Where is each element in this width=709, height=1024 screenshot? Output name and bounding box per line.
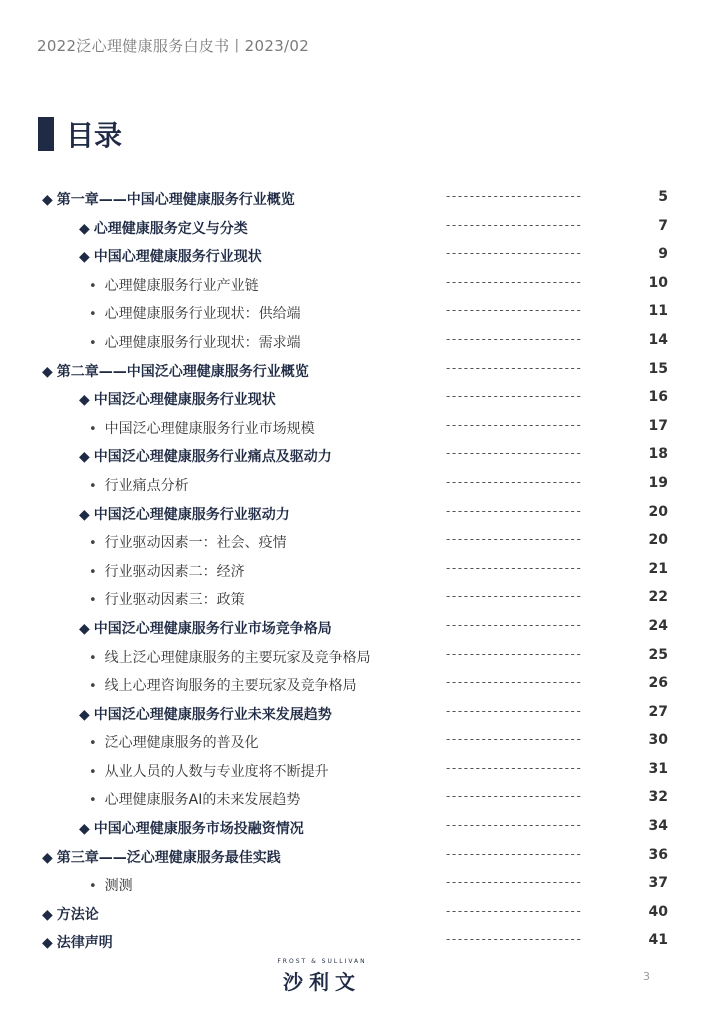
toc-entry-label — [79, 704, 332, 724]
toc-page-number: 36 — [648, 846, 668, 863]
diamond-bullet-icon: ◆ — [79, 506, 90, 523]
toc-entry[interactable] — [0, 586, 709, 615]
toc-page-number: 7 — [658, 217, 668, 234]
diamond-bullet-icon: ◆ — [42, 363, 53, 380]
toc-entry-label — [79, 246, 262, 266]
toc-entry-text: 线上泛心理健康服务的主要玩家及竞争格局 — [104, 649, 371, 666]
toc-entry-text: 中国泛心理健康服务行业市场规模 — [104, 420, 315, 437]
toc-entry-text: 心理健康服务定义与分类 — [93, 220, 248, 237]
toc-entry[interactable] — [0, 615, 709, 644]
diamond-bullet-icon: ◆ — [79, 706, 90, 723]
bullet-icon: • — [89, 879, 97, 895]
toc-entry-text: 心理健康服务行业现状：供给端 — [104, 306, 301, 323]
toc-page-number: 32 — [648, 789, 668, 806]
diamond-bullet-icon: ◆ — [42, 906, 53, 923]
diamond-bullet-icon: ◆ — [79, 392, 90, 409]
toc-entry[interactable] — [0, 558, 709, 587]
toc-entry[interactable] — [0, 215, 709, 244]
toc-entry[interactable] — [0, 472, 709, 501]
dot-leader: ----------------------- — [446, 560, 583, 575]
toc-entry-text: 行业驱动因素二：经济 — [104, 563, 245, 580]
toc-entry-text: 心理健康服务行业产业链 — [104, 277, 259, 294]
toc-entry-label — [42, 189, 295, 209]
toc-page-number: 16 — [648, 389, 668, 406]
toc-entry[interactable] — [0, 815, 709, 844]
bullet-icon: • — [89, 421, 97, 437]
toc-page-number: 26 — [648, 675, 668, 692]
dot-leader: ----------------------- — [446, 446, 583, 461]
toc-entry-text: 方法论 — [56, 906, 99, 923]
dot-leader: ----------------------- — [446, 189, 583, 203]
diamond-bullet-icon: ◆ — [79, 220, 90, 237]
dot-leader: ----------------------- — [446, 846, 583, 861]
toc-entry[interactable] — [0, 844, 709, 873]
toc-entry-text: 泛心理健康服务的普及化 — [104, 735, 259, 752]
toc-entry-label — [89, 589, 245, 609]
toc-page-number: 20 — [648, 532, 668, 549]
toc-entry[interactable] — [0, 644, 709, 673]
toc-entry-text: 第一章——中国心理健康服务行业概览 — [56, 192, 295, 208]
frost-sullivan-logo — [270, 958, 374, 994]
toc-entry-label — [79, 389, 276, 409]
toc-entry[interactable] — [0, 243, 709, 272]
dot-leader: ----------------------- — [446, 703, 583, 718]
dot-leader: ----------------------- — [446, 274, 583, 289]
toc-entry-text: 中国心理健康服务行业现状 — [93, 249, 262, 266]
toc-entry-label — [79, 218, 248, 238]
toc-entry-text: 中国泛心理健康服务行业驱动力 — [93, 506, 290, 523]
toc-entry-text: 中国泛心理健康服务行业市场竞争格局 — [93, 620, 332, 637]
bullet-icon: • — [89, 593, 97, 609]
toc-entry[interactable] — [0, 758, 709, 787]
toc-entry-label — [79, 818, 304, 838]
toc-entry-text: 第二章——中国泛心理健康服务行业概览 — [56, 363, 309, 380]
dot-leader: ----------------------- — [446, 932, 583, 947]
bullet-icon: • — [89, 764, 97, 780]
toc-entry[interactable] — [0, 501, 709, 530]
toc-entry-text: 第三章——泛心理健康服务最佳实践 — [56, 849, 281, 866]
toc-page-number: 37 — [648, 875, 668, 892]
toc-entry-text: 心理健康服务行业现状：需求端 — [104, 334, 301, 351]
diamond-bullet-icon: ◆ — [79, 620, 90, 637]
toc-page-number: 27 — [648, 703, 668, 720]
title-accent-bar — [38, 117, 54, 151]
toc-page-number: 10 — [648, 274, 668, 291]
toc-entry[interactable] — [0, 358, 709, 387]
diamond-bullet-icon: ◆ — [79, 449, 90, 466]
toc-entry-text: 线上心理咨询服务的主要玩家及竞争格局 — [104, 678, 357, 695]
toc-entry[interactable] — [0, 186, 709, 215]
dot-leader: ----------------------- — [446, 532, 583, 547]
toc-entry[interactable] — [0, 300, 709, 329]
toc-page-number: 31 — [648, 760, 668, 777]
toc-page-number: 14 — [648, 331, 668, 348]
dot-leader: ----------------------- — [446, 675, 583, 690]
toc-page-number: 17 — [648, 417, 668, 434]
toc-entry-label — [42, 361, 309, 381]
toc-page-number: 11 — [648, 303, 668, 320]
bullet-icon: • — [89, 278, 97, 294]
toc-page-number: 25 — [648, 646, 668, 663]
toc-entry-label — [89, 303, 301, 323]
toc-entry[interactable] — [0, 529, 709, 558]
toc-entry[interactable] — [0, 443, 709, 472]
bullet-icon: • — [89, 536, 97, 552]
toc-entry-label — [89, 418, 315, 438]
bullet-icon: • — [89, 478, 97, 494]
diamond-bullet-icon: ◆ — [79, 821, 90, 838]
page-number: 3 — [643, 970, 650, 983]
toc-entry-text: 从业人员的人数与专业度将不断提升 — [104, 763, 329, 780]
page-title: 目录 — [66, 119, 123, 152]
toc-entry-text: 行业痛点分析 — [104, 477, 189, 494]
toc-entry-label — [89, 475, 189, 495]
toc-entry-label — [89, 647, 371, 667]
toc-entry-label — [89, 761, 329, 781]
bullet-icon: • — [89, 736, 97, 752]
logo-chinese-text: 沙利文 — [283, 970, 361, 994]
table-of-contents — [0, 186, 709, 958]
dot-leader: ----------------------- — [446, 789, 583, 804]
toc-entry[interactable] — [0, 901, 709, 930]
bullet-icon: • — [89, 307, 97, 323]
toc-entry[interactable] — [0, 329, 709, 358]
bullet-icon: • — [89, 679, 97, 695]
dot-leader: ----------------------- — [446, 331, 583, 346]
toc-entry-text: 行业驱动因素一：社会、疫情 — [104, 535, 287, 552]
toc-page-number: 18 — [648, 446, 668, 463]
dot-leader: ----------------------- — [446, 617, 583, 632]
toc-page-number: 40 — [648, 903, 668, 920]
toc-entry[interactable] — [0, 272, 709, 301]
toc-entry[interactable] — [0, 386, 709, 415]
toc-entry-label — [89, 732, 259, 752]
toc-entry[interactable] — [0, 872, 709, 901]
dot-leader: ----------------------- — [446, 818, 583, 833]
toc-entry-label — [42, 932, 113, 952]
toc-page-number: 24 — [648, 617, 668, 634]
toc-page-number: 30 — [648, 732, 668, 749]
toc-entry-text: 行业驱动因素三：政策 — [104, 592, 245, 609]
document-header: 2022泛心理健康服务白皮书丨2023/02 — [37, 37, 310, 55]
diamond-bullet-icon: ◆ — [42, 192, 53, 208]
dot-leader: ----------------------- — [446, 246, 583, 261]
toc-entry[interactable] — [0, 729, 709, 758]
toc-entry-label — [79, 504, 290, 524]
toc-entry-label — [42, 847, 281, 867]
bullet-icon: • — [89, 335, 97, 351]
toc-entry[interactable] — [0, 415, 709, 444]
dot-leader: ----------------------- — [446, 760, 583, 775]
toc-page-number: 21 — [648, 560, 668, 577]
bullet-icon: • — [89, 564, 97, 580]
toc-entry-text: 测测 — [104, 878, 133, 895]
toc-page-number: 22 — [648, 589, 668, 606]
toc-entry-label — [89, 275, 259, 295]
toc-entry-text: 中国心理健康服务市场投融资情况 — [93, 821, 304, 838]
toc-title — [38, 116, 122, 152]
toc-entry-text: 中国泛心理健康服务行业未来发展趋势 — [93, 706, 332, 723]
toc-page-number: 34 — [648, 818, 668, 835]
toc-page-number: 15 — [648, 360, 668, 377]
toc-page-number: 9 — [658, 246, 668, 263]
dot-leader: ----------------------- — [446, 303, 583, 318]
dot-leader: ----------------------- — [446, 875, 583, 890]
toc-entry-label — [89, 875, 133, 895]
toc-entry-text: 中国泛心理健康服务行业现状 — [93, 392, 276, 409]
diamond-bullet-icon: ◆ — [42, 849, 53, 866]
toc-page-number: 19 — [648, 474, 668, 491]
bullet-icon: • — [89, 793, 97, 809]
dot-leader: ----------------------- — [446, 589, 583, 604]
toc-entry-text: 法律声明 — [56, 935, 113, 952]
toc-entry-label — [79, 446, 332, 466]
toc-entry-label — [89, 332, 301, 352]
toc-entry-text: 心理健康服务AI的未来发展趋势 — [104, 792, 301, 809]
toc-entry-label — [89, 789, 300, 809]
toc-entry[interactable] — [0, 672, 709, 701]
dot-leader: ----------------------- — [446, 474, 583, 489]
dot-leader: ----------------------- — [446, 903, 583, 918]
dot-leader: ----------------------- — [446, 217, 583, 232]
toc-entry-label — [42, 904, 99, 924]
toc-page-number: 5 — [658, 189, 668, 205]
toc-entry-label — [89, 561, 245, 581]
toc-page-number: 41 — [648, 932, 668, 949]
toc-entry[interactable] — [0, 701, 709, 730]
dot-leader: ----------------------- — [446, 389, 583, 404]
toc-entry-label — [89, 532, 287, 552]
toc-page-number: 20 — [648, 503, 668, 520]
dot-leader: ----------------------- — [446, 360, 583, 375]
logo-english-text: FROST & SULLIVAN — [277, 958, 367, 965]
toc-entry[interactable] — [0, 929, 709, 958]
toc-entry-label — [79, 618, 332, 638]
toc-entry-label — [89, 675, 357, 695]
toc-entry-text: 中国泛心理健康服务行业痛点及驱动力 — [93, 449, 332, 466]
diamond-bullet-icon: ◆ — [79, 249, 90, 266]
diamond-bullet-icon: ◆ — [42, 935, 53, 952]
dot-leader: ----------------------- — [446, 503, 583, 518]
dot-leader: ----------------------- — [446, 417, 583, 432]
dot-leader: ----------------------- — [446, 732, 583, 747]
bullet-icon: • — [89, 650, 97, 666]
toc-entry[interactable] — [0, 786, 709, 815]
dot-leader: ----------------------- — [446, 646, 583, 661]
